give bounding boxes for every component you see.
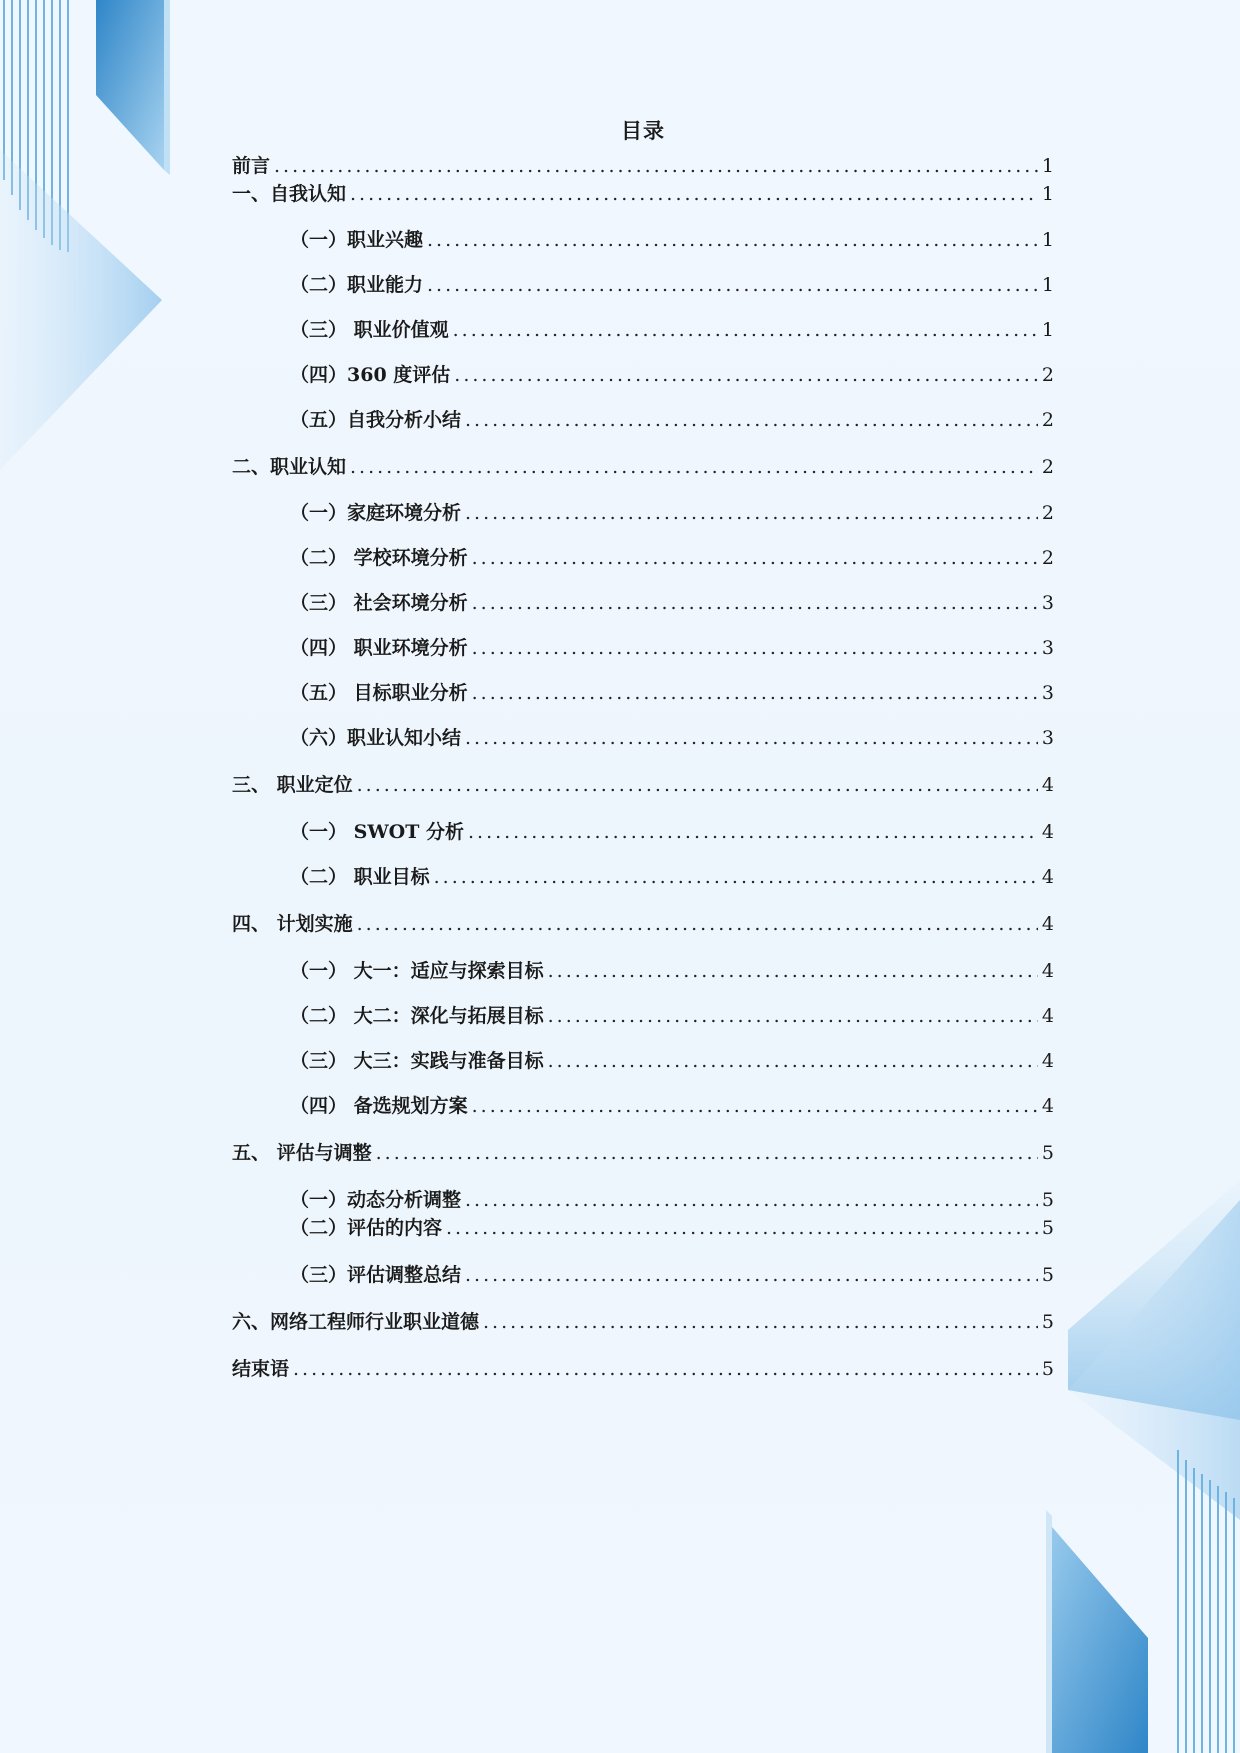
toc-entry[interactable] <box>232 1355 1054 1383</box>
toc-page-number: 1 <box>1041 229 1054 251</box>
toc-leader-dots <box>454 361 1038 389</box>
toc-entry-label: 三、 职业定位 <box>232 774 353 796</box>
toc-entry-label: 前言 <box>232 155 271 177</box>
toc-leader-dots <box>472 1092 1038 1120</box>
toc-leader-dots <box>427 226 1038 254</box>
toc-entry[interactable] <box>232 910 1054 938</box>
toc-entry[interactable] <box>232 957 1054 985</box>
toc-entry-label: （二）评估的内容 <box>290 1217 443 1239</box>
toc-entry-label: （二）职业能力 <box>290 274 424 296</box>
toc-leader-dots <box>350 453 1038 481</box>
toc-entry[interactable] <box>232 1308 1054 1336</box>
toc-entry-label: （一）职业兴趣 <box>290 229 424 251</box>
toc-leader-dots <box>376 1139 1038 1167</box>
toc-page-number: 1 <box>1041 155 1054 177</box>
toc-entry[interactable] <box>232 1186 1054 1214</box>
toc-entry[interactable] <box>232 1214 1054 1242</box>
toc-entry-label: （三） 社会环境分析 <box>290 592 468 614</box>
toc-entry-label: 六、网络工程师行业职业道德 <box>232 1311 480 1333</box>
toc-page-number: 1 <box>1041 183 1054 205</box>
toc-title: 目录 <box>621 118 665 143</box>
toc-entry[interactable] <box>232 316 1054 344</box>
toc-page-number: 4 <box>1041 1005 1054 1027</box>
toc-leader-dots <box>465 1186 1038 1214</box>
toc-leader-dots <box>472 589 1038 617</box>
toc-entry-label: （四） 职业环境分析 <box>290 637 468 659</box>
toc-entry[interactable] <box>232 1139 1054 1167</box>
toc-entry[interactable] <box>232 1047 1054 1075</box>
toc-page-number: 3 <box>1041 592 1054 614</box>
toc-entry[interactable] <box>232 499 1054 527</box>
toc-leader-dots <box>434 863 1038 891</box>
toc-entry-label: 二、职业认知 <box>232 456 347 478</box>
toc-entry-label: （四） 备选规划方案 <box>290 1095 468 1117</box>
toc-entry-label: （一） 大一：适应与探索目标 <box>290 960 544 982</box>
toc-entry-label: （二） 职业目标 <box>290 866 430 888</box>
toc-page-number: 4 <box>1041 774 1054 796</box>
toc-page-number: 4 <box>1041 913 1054 935</box>
toc-entry-label: （二） 学校环境分析 <box>290 547 468 569</box>
toc-leader-dots <box>350 180 1038 208</box>
toc-page-number: 5 <box>1041 1311 1054 1333</box>
toc-entry[interactable] <box>232 724 1054 752</box>
toc-entry[interactable] <box>232 1092 1054 1120</box>
toc-page-number: 3 <box>1041 727 1054 749</box>
toc-leader-dots <box>465 499 1038 527</box>
toc-leader-dots <box>472 634 1038 662</box>
toc-leader-dots <box>446 1214 1038 1242</box>
toc-page-number: 4 <box>1041 1095 1054 1117</box>
toc-entry[interactable] <box>232 152 1054 180</box>
toc-page-number: 1 <box>1041 319 1054 341</box>
toc-leader-dots <box>357 910 1038 938</box>
toc-leader-dots <box>293 1355 1038 1383</box>
toc-entry[interactable] <box>232 863 1054 891</box>
toc-page-number: 2 <box>1041 364 1054 386</box>
toc-entry-label: 五、 评估与调整 <box>232 1142 372 1164</box>
toc-entry-label: （三） 大三：实践与准备目标 <box>290 1050 544 1072</box>
toc-entry-label: （一）动态分析调整 <box>290 1189 462 1211</box>
toc-page-number: 3 <box>1041 682 1054 704</box>
toc-entry[interactable] <box>232 679 1054 707</box>
toc-entry-label: 四、 计划实施 <box>232 913 353 935</box>
toc-leader-dots <box>548 1002 1038 1030</box>
toc-leader-dots <box>274 152 1038 180</box>
toc-page-number: 4 <box>1041 960 1054 982</box>
toc-entries <box>232 152 1054 1383</box>
toc-page-number: 4 <box>1041 821 1054 843</box>
toc-page-number: 1 <box>1041 274 1054 296</box>
toc-page-number: 4 <box>1041 866 1054 888</box>
toc-entry[interactable] <box>232 361 1054 389</box>
toc-leader-dots <box>483 1308 1038 1336</box>
toc-leader-dots <box>357 771 1038 799</box>
toc-entry-label: （一）家庭环境分析 <box>290 502 462 524</box>
toc-entry-label: 结束语 <box>232 1358 290 1380</box>
toc-leader-dots <box>465 1261 1038 1289</box>
toc-leader-dots <box>468 818 1038 846</box>
toc-page-number: 4 <box>1041 1050 1054 1072</box>
toc-entry[interactable] <box>232 1261 1054 1289</box>
toc-entry[interactable] <box>232 634 1054 662</box>
toc-leader-dots <box>427 271 1038 299</box>
toc-entry[interactable] <box>232 771 1054 799</box>
toc-entry[interactable] <box>232 406 1054 434</box>
toc-page-number: 3 <box>1041 637 1054 659</box>
toc-page-number: 5 <box>1041 1358 1054 1380</box>
toc-page-number: 5 <box>1041 1142 1054 1164</box>
toc-entry-label: （五）自我分析小结 <box>290 409 462 431</box>
toc-leader-dots <box>472 679 1038 707</box>
toc-entry[interactable] <box>232 226 1054 254</box>
bottom-right-stripes <box>1178 1450 1234 1753</box>
toc-entry[interactable] <box>232 818 1054 846</box>
toc-page-number: 2 <box>1041 502 1054 524</box>
toc-leader-dots <box>465 406 1038 434</box>
toc-entry-label: （六）职业认知小结 <box>290 727 462 749</box>
toc-page-number: 2 <box>1041 409 1054 431</box>
top-left-stripes <box>4 0 68 252</box>
toc-page-number: 2 <box>1041 547 1054 569</box>
toc-entry-label: （五） 目标职业分析 <box>290 682 468 704</box>
toc-leader-dots <box>453 316 1038 344</box>
toc-leader-dots <box>465 724 1038 752</box>
toc-entry[interactable] <box>232 271 1054 299</box>
toc-entry-label: （一） SWOT 分析 <box>290 821 464 843</box>
toc-entry-label: （三）评估调整总结 <box>290 1264 462 1286</box>
toc-leader-dots <box>472 544 1038 572</box>
table-of-contents <box>232 118 1054 1383</box>
toc-entry-label: （四）360 度评估 <box>290 364 451 386</box>
toc-entry-label: （二） 大二：深化与拓展目标 <box>290 1005 544 1027</box>
toc-entry-label: 一、自我认知 <box>232 183 347 205</box>
toc-entry[interactable] <box>232 589 1054 617</box>
toc-page-number: 5 <box>1041 1189 1054 1211</box>
toc-page-number: 2 <box>1041 456 1054 478</box>
toc-entry-label: （三） 职业价值观 <box>290 319 449 341</box>
toc-page-number: 5 <box>1041 1264 1054 1286</box>
toc-entry[interactable] <box>232 180 1054 208</box>
toc-page-number: 5 <box>1041 1217 1054 1239</box>
toc-leader-dots <box>548 957 1038 985</box>
toc-leader-dots <box>548 1047 1038 1075</box>
toc-entry[interactable] <box>232 544 1054 572</box>
toc-entry[interactable] <box>232 453 1054 481</box>
toc-entry[interactable] <box>232 1002 1054 1030</box>
